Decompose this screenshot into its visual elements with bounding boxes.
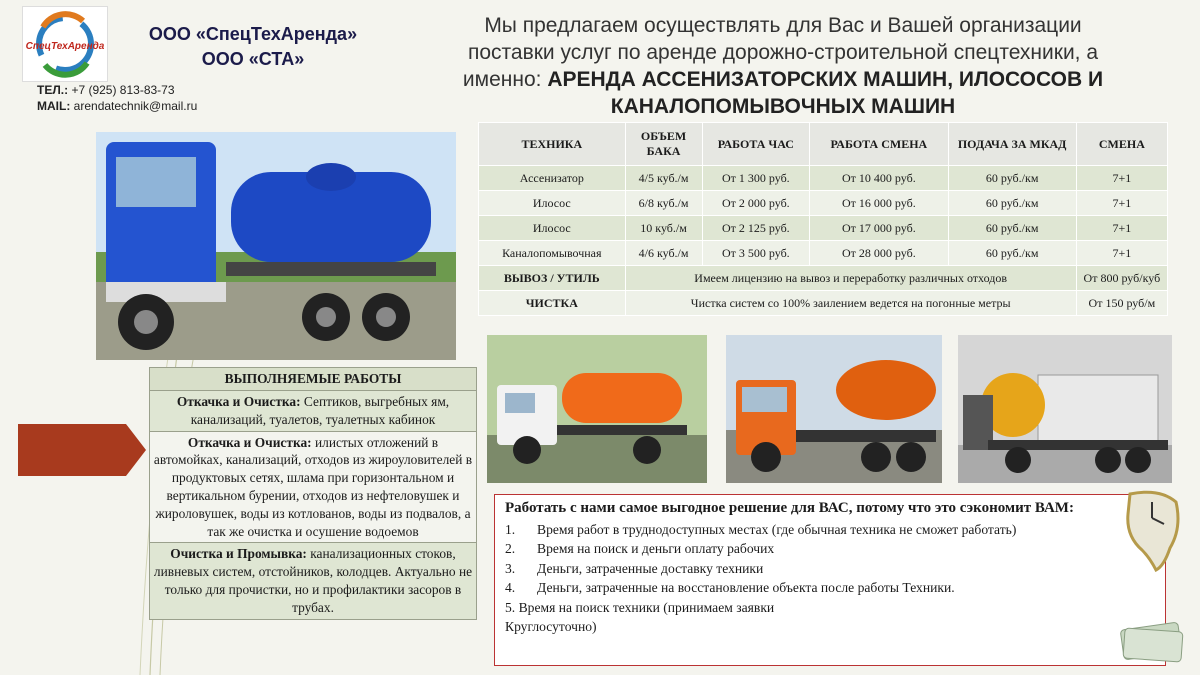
price-header-tank: ОБЪЕМ БАКА — [625, 123, 702, 166]
works-section-1-heading: Откачка и Очистка: — [176, 394, 301, 409]
headline-line-3-prefix: именно: — [462, 68, 548, 91]
table-cell: Ассенизатор — [479, 166, 626, 191]
headline — [398, 12, 1168, 120]
table-row — [479, 241, 1168, 266]
table-cell: От 28 000 руб. — [810, 241, 948, 266]
photo-orange-sewage-truck — [487, 335, 707, 483]
list-item-number: 2. — [505, 541, 516, 557]
table-cell: Каналопомывочная — [479, 241, 626, 266]
table-cell: 7+1 — [1076, 216, 1167, 241]
photo-combined-sewer-cleaning-truck — [958, 335, 1172, 483]
table-cell: От 16 000 руб. — [810, 191, 948, 216]
works-section-2 — [150, 432, 476, 544]
price-table — [478, 122, 1168, 316]
table-cell: 4/6 куб./м — [625, 241, 702, 266]
accent-arrow-tab — [18, 424, 146, 476]
company-logo — [22, 6, 108, 82]
list-item-text: Время работ в труднодоступных местах (где обычная техника не сможет работать) — [537, 522, 1017, 537]
table-cell: От 3 500 руб. — [702, 241, 810, 266]
photo-orange-kamaz-vacuum-truck — [726, 335, 942, 483]
logo-text: СпецТехАренда — [25, 41, 105, 52]
price-header-shift-work: РАБОТА СМЕНА — [810, 123, 948, 166]
table-cell: От 2 000 руб. — [702, 191, 810, 216]
benefits-title: Работать с нами самое выгодное решение для ВАС, потому что это сэкономит ВАМ: — [505, 500, 1074, 516]
table-row — [479, 291, 1168, 316]
table-cell: 7+1 — [1076, 241, 1167, 266]
price-header-equipment: ТЕХНИКА — [479, 123, 626, 166]
phone-label: ТЕЛ.: — [37, 83, 69, 97]
table-cell: Имеем лицензию на вывоз и переработку различных отходов — [625, 266, 1076, 291]
price-header-delivery: ПОДАЧА ЗА МКАД — [948, 123, 1076, 166]
melting-clock-icon — [1120, 488, 1186, 572]
money-icon — [1118, 614, 1186, 664]
list-item — [505, 520, 1155, 539]
table-cell: 6/8 куб./м — [625, 191, 702, 216]
list-item — [505, 539, 1155, 558]
list-item-text: Деньги, затраченные на восстановление объекта после работы Техники. — [537, 580, 955, 596]
table-cell: Илосос — [479, 191, 626, 216]
price-header-shift: СМЕНА — [1076, 123, 1167, 166]
list-item-5-line-1: 5. Время на поиск техники (принимаем заявки — [505, 599, 775, 615]
list-item — [505, 578, 1155, 597]
list-item-number: 4. — [505, 580, 516, 596]
list-item-number: 3. — [505, 560, 516, 576]
table-cell: Чистка систем со 100% заилением ведется на погонные метры — [625, 291, 1076, 316]
table-row — [479, 216, 1168, 241]
company-name-short: ООО «СТА» — [201, 49, 305, 69]
works-panel — [149, 367, 477, 620]
works-section-1-text: Септиков, выгребных ям, канализаций, туалетов, туалетных кабинок — [190, 394, 450, 427]
table-cell: От 1 300 руб. — [702, 166, 810, 191]
table-row — [479, 166, 1168, 191]
headline-line-4-bold: КАНАЛОПОМЫВОЧНЫХ МАШИН — [610, 95, 956, 118]
company-names — [118, 22, 388, 72]
table-cell: 4/5 куб./м — [625, 166, 702, 191]
benefits-panel — [494, 494, 1166, 666]
phone-number[interactable]: +7 (925) 813-83-73 — [71, 83, 175, 97]
table-cell: 10 куб./м — [625, 216, 702, 241]
table-cell: От 800 руб/куб — [1076, 266, 1167, 291]
works-section-3-text: канализационных стоков, ливневых систем, отстойников, колодцев. Актуально не только для прочистки, но и профилактики засоров в трубах. — [153, 546, 473, 615]
table-cell: ЧИСТКА — [479, 291, 626, 316]
works-section-2-heading: Откачка и Очистка: — [187, 434, 312, 450]
list-item-text: Деньги, затраченные доставку техники — [537, 560, 764, 576]
list-item-number: 1. — [505, 522, 516, 537]
table-cell: 60 руб./км — [948, 166, 1076, 191]
price-header-hour: РАБОТА ЧАС — [702, 123, 810, 166]
works-section-3 — [150, 543, 476, 618]
table-cell: От 10 400 руб. — [810, 166, 948, 191]
works-title: ВЫПОЛНЯЕМЫЕ РАБОТЫ — [150, 368, 476, 391]
table-cell: 60 руб./км — [948, 241, 1076, 266]
mail-label: MAIL: — [37, 99, 71, 113]
table-cell: 7+1 — [1076, 191, 1167, 216]
works-section-3-heading: Очистка и Промывка: — [170, 546, 307, 562]
table-row — [479, 191, 1168, 216]
headline-line-2: поставки услуг по аренде дорожно-строительной спецтехники, а — [467, 41, 1099, 64]
table-cell: 7+1 — [1076, 166, 1167, 191]
table-row — [479, 266, 1168, 291]
works-section-2-text: илистых отложений в автомойках, канализаций, отходов из жироуловителей в продуктовых сетях, шлама при горизонтальном и вертикальном бурении, отходов из нефтеловушек и жироловушек, воды из котлованов, воды из подвалов, а так же очистка и осушение водоемов — [153, 434, 473, 539]
table-cell: От 17 000 руб. — [810, 216, 948, 241]
list-item-text: Время на поиск и деньги оплату рабочих — [537, 541, 775, 557]
photo-blue-vacuum-truck — [96, 132, 456, 360]
works-section-1 — [150, 391, 476, 432]
contacts — [37, 82, 197, 114]
table-cell: От 150 руб/м — [1076, 291, 1167, 316]
table-cell: 60 руб./км — [948, 191, 1076, 216]
table-cell: Илосос — [479, 216, 626, 241]
list-item-5-line-2: Круглосуточно) — [505, 619, 597, 635]
list-item — [505, 559, 1155, 578]
table-cell: ВЫВОЗ / УТИЛЬ — [479, 266, 626, 291]
mail-address[interactable]: arendatechnik@mail.ru — [73, 99, 198, 113]
headline-line-1: Мы предлагаем осуществлять для Вас и Вашей организации — [484, 14, 1082, 37]
table-cell: 60 руб./км — [948, 216, 1076, 241]
company-name-full: ООО «СпецТехАренда» — [148, 24, 358, 44]
headline-line-3-bold: АРЕНДА АССЕНИЗАТОРСКИХ МАШИН, ИЛОСОСОВ И — [547, 68, 1104, 91]
table-cell: От 2 125 руб. — [702, 216, 810, 241]
